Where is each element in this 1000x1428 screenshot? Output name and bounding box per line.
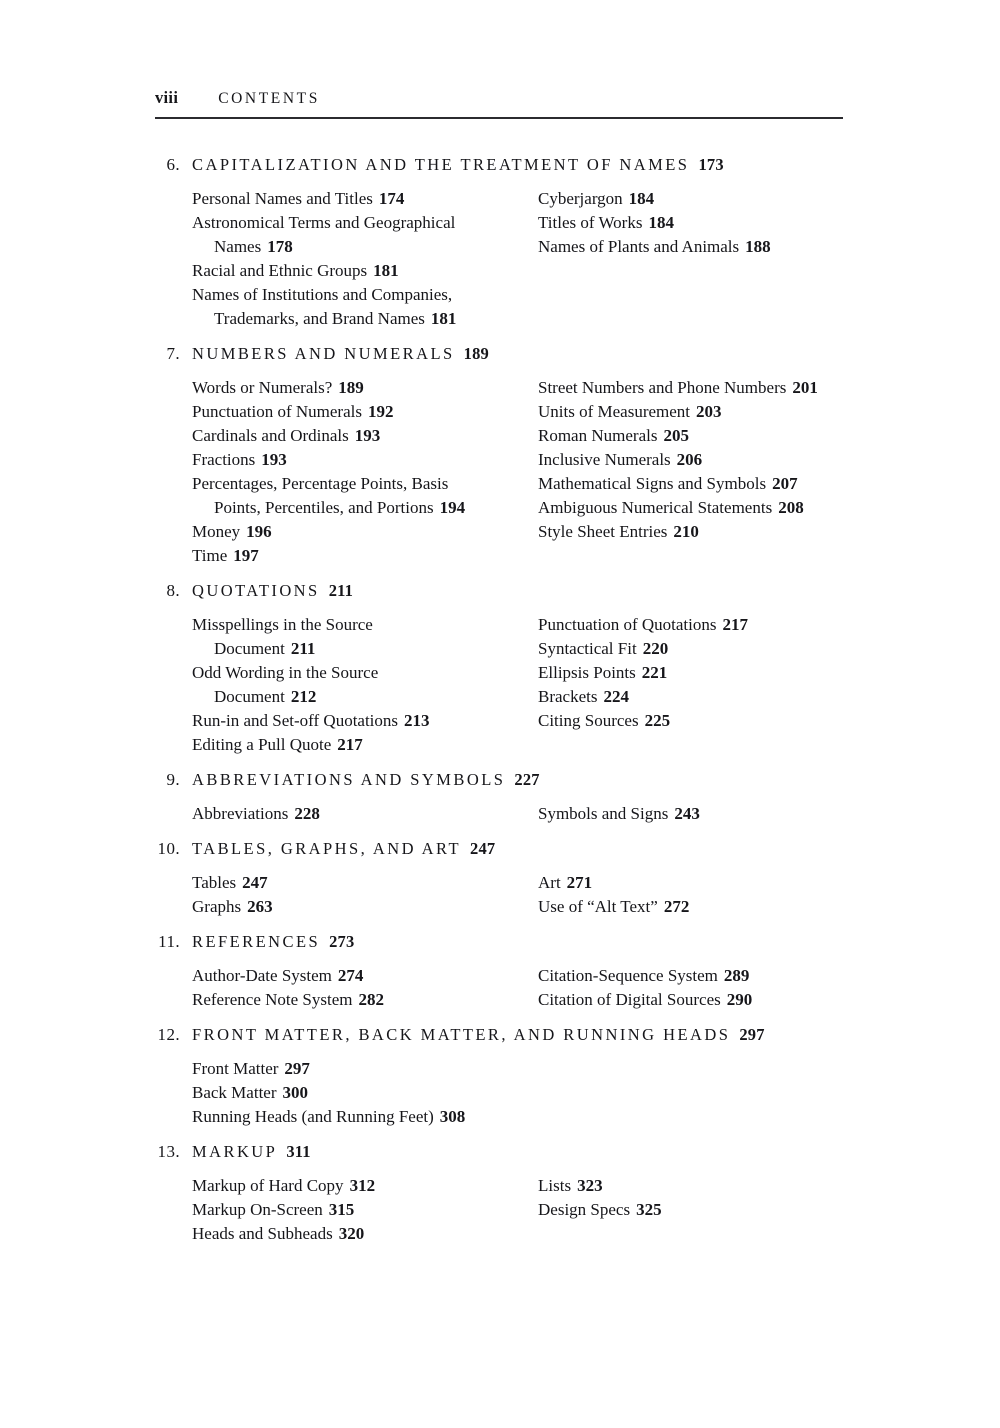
toc-entry-columns	[0, 1174, 1000, 1246]
toc-chapter-title	[192, 1142, 311, 1161]
toc-entry-page-number: 207	[772, 474, 798, 493]
toc-chapter	[0, 839, 1000, 919]
toc-entry-label: Markup of Hard Copy	[192, 1176, 344, 1195]
toc-entry-page-number: 213	[404, 711, 430, 730]
toc-column-right	[538, 613, 858, 733]
toc-entry-columns	[0, 964, 1000, 1012]
toc-entry-label: Astronomical Terms and Geographical	[192, 213, 456, 232]
toc-column-left	[192, 871, 532, 919]
toc-chapter-number: 10.	[157, 839, 180, 858]
toc-entry[interactable]	[538, 709, 858, 733]
toc-entry-label: Tables	[192, 873, 237, 892]
toc-column-right	[538, 376, 858, 544]
toc-chapter-title-text: CAPITALIZATION AND THE TREATMENT OF NAMES	[192, 155, 690, 174]
toc-entry[interactable]	[192, 424, 532, 448]
toc-entry[interactable]	[192, 259, 532, 283]
toc-entry[interactable]	[192, 544, 532, 568]
toc-entry[interactable]	[538, 400, 858, 424]
toc-entry[interactable]	[538, 685, 858, 709]
toc-entry-page-number: 220	[642, 639, 669, 658]
toc-entry-page-number: 205	[663, 426, 689, 445]
toc-entry-page-number: 300	[282, 1083, 308, 1102]
toc-entry[interactable]	[192, 709, 532, 733]
toc-chapter	[0, 155, 1000, 331]
toc-entry-page-number: 320	[338, 1224, 365, 1243]
toc-chapter-heading[interactable]	[0, 155, 1000, 185]
toc-entry[interactable]	[192, 448, 532, 472]
toc-entry-label: Racial and Ethnic Groups	[192, 261, 368, 280]
toc-entry-page-number: 206	[676, 450, 703, 469]
toc-chapter-heading[interactable]	[0, 770, 1000, 800]
toc-chapter-number: 11.	[158, 932, 180, 951]
toc-entry-page-number: 282	[358, 990, 384, 1009]
toc-entry-page-number: 325	[636, 1200, 662, 1219]
toc-chapter-title-text: TABLES, GRAPHS, AND ART	[192, 839, 462, 858]
toc-chapter-number: 8.	[166, 581, 180, 600]
toc-entry-page-number: 197	[233, 546, 259, 565]
toc-entry-continuation-label: Document	[214, 687, 285, 706]
toc-entry-page-number: 243	[674, 804, 700, 823]
toc-column-left	[192, 802, 532, 826]
toc-entry-page-number: 271	[566, 873, 593, 892]
toc-entry[interactable]	[538, 802, 858, 826]
toc-entry-columns	[0, 376, 1000, 568]
toc-entry-columns	[0, 802, 1000, 826]
toc-entry-page-number: 201	[792, 378, 818, 397]
toc-entry-continuation-label: Points, Percentiles, and Portions	[214, 498, 434, 517]
toc-entry[interactable]	[538, 448, 858, 472]
toc-entry[interactable]	[192, 1174, 532, 1198]
toc-entry-label: Misspellings in the Source	[192, 615, 373, 634]
toc-chapter-page-number: 173	[698, 155, 724, 174]
toc-entry-page-number: 290	[726, 990, 753, 1009]
toc-entry-page-number: 323	[577, 1176, 603, 1195]
toc-entry-page-number: 193	[261, 450, 287, 469]
toc-entry-continuation-label: Document	[214, 639, 285, 658]
toc-entry-label: Running Heads (and Running Feet)	[192, 1107, 434, 1126]
toc-entry-label: Time	[192, 546, 228, 565]
toc-chapter	[0, 770, 1000, 826]
toc-entry-page-number: 272	[663, 897, 690, 916]
toc-column-right	[538, 802, 858, 826]
toc-column-left	[192, 964, 532, 1012]
toc-entry-label: Personal Names and Titles	[192, 189, 373, 208]
toc-entry-continuation-label: Names	[214, 237, 262, 256]
toc-chapter-heading[interactable]	[0, 1142, 1000, 1172]
toc-chapter-title	[192, 932, 354, 951]
toc-entry-label: Front Matter	[192, 1059, 279, 1078]
toc-entry[interactable]	[538, 895, 858, 919]
toc-chapter-title	[192, 770, 540, 789]
toc-entry[interactable]	[538, 424, 858, 448]
toc-entry-page-number: 178	[267, 237, 293, 256]
toc-column-left	[192, 1174, 532, 1246]
toc-entry-label: Roman Numerals	[538, 426, 658, 445]
toc-entry[interactable]	[538, 187, 858, 211]
toc-chapter-title	[192, 839, 495, 858]
toc-entry-page-number: 203	[696, 402, 722, 421]
toc-entry-label: Punctuation of Quotations	[538, 615, 717, 634]
toc-entry-label: Symbols and Signs	[538, 804, 669, 823]
toc-entry-label: Abbreviations	[192, 804, 289, 823]
toc-entry-label: Art	[538, 873, 561, 892]
toc-column-right	[538, 187, 858, 259]
running-head-title: CONTENTS	[218, 90, 320, 107]
toc-entry[interactable]	[192, 871, 532, 895]
toc-chapter-number: 6.	[166, 155, 180, 174]
toc-entry-label: Style Sheet Entries	[538, 522, 668, 541]
toc-column-right	[538, 964, 858, 1012]
toc-column-left	[192, 613, 532, 757]
toc-column-right	[538, 871, 858, 919]
toc-entry-label: Back Matter	[192, 1083, 277, 1102]
toc-chapter-number: 9.	[166, 770, 180, 789]
toc-entry[interactable]	[538, 637, 858, 661]
toc-entry[interactable]	[192, 613, 532, 661]
toc-entry-continuation	[192, 685, 532, 709]
toc-entry[interactable]	[538, 613, 858, 637]
toc-chapter	[0, 1142, 1000, 1246]
toc-entry[interactable]	[192, 1081, 532, 1105]
toc-column-left	[192, 187, 532, 331]
toc-chapter-number: 13.	[157, 1142, 180, 1161]
toc-entry-page-number: 228	[294, 804, 320, 823]
toc-entry[interactable]	[192, 1105, 532, 1129]
toc-chapter-number: 12.	[157, 1025, 180, 1044]
toc-entry-page-number: 181	[430, 309, 457, 328]
toc-entry-columns	[0, 613, 1000, 757]
toc-entry[interactable]	[538, 661, 858, 685]
toc-entry-label: Run-in and Set-off Quotations	[192, 711, 399, 730]
toc-entry[interactable]	[538, 472, 858, 496]
toc-entry-label: Author-Date System	[192, 966, 332, 985]
toc-chapter-page-number: 227	[514, 770, 540, 789]
toc-entry-page-number: 194	[439, 498, 466, 517]
toc-entry-label: Citation of Digital Sources	[538, 990, 721, 1009]
toc-chapter-page-number: 297	[739, 1025, 765, 1044]
toc-chapter-heading[interactable]	[0, 839, 1000, 869]
toc-entry-label: Markup On-Screen	[192, 1200, 323, 1219]
toc-entry-page-number: 188	[745, 237, 771, 256]
toc-column-right	[538, 1174, 858, 1222]
toc-entry[interactable]	[192, 988, 532, 1012]
toc-entry[interactable]	[538, 376, 858, 400]
toc-chapter-page-number: 211	[328, 581, 354, 600]
toc-entry-label: Odd Wording in the Source	[192, 663, 379, 682]
toc-column-left	[192, 376, 532, 568]
toc-entry-continuation-label: Trademarks, and Brand Names	[214, 309, 425, 328]
toc-entry-continuation	[192, 496, 532, 520]
toc-entry[interactable]	[538, 1198, 858, 1222]
toc-entry[interactable]	[192, 1222, 532, 1246]
toc-entry[interactable]	[192, 283, 532, 331]
toc-entry-label: Citing Sources	[538, 711, 639, 730]
toc-entry-label: Units of Measurement	[538, 402, 691, 421]
toc-chapter-title	[192, 344, 489, 363]
toc-entry-page-number: 217	[722, 615, 748, 634]
toc-entry[interactable]	[192, 376, 532, 400]
toc-entry-page-number: 221	[641, 663, 668, 682]
toc-chapter-heading[interactable]	[0, 1025, 1000, 1055]
toc-entry[interactable]	[192, 520, 532, 544]
toc-entry-label: Words or Numerals?	[192, 378, 333, 397]
toc-entry-label: Fractions	[192, 450, 256, 469]
toc-entry-continuation	[192, 637, 532, 661]
toc-entry-page-number: 193	[354, 426, 381, 445]
toc-entry-label: Design Specs	[538, 1200, 631, 1219]
toc-entry-page-number: 289	[723, 966, 750, 985]
toc-entry[interactable]	[538, 871, 858, 895]
toc-entry[interactable]	[538, 988, 858, 1012]
toc-entry-label: Lists	[538, 1176, 572, 1195]
running-head-rule	[155, 117, 843, 119]
toc-chapter-title-text: REFERENCES	[192, 932, 321, 951]
toc-entry[interactable]	[192, 802, 532, 826]
toc-entry-label: Names of Plants and Animals	[538, 237, 740, 256]
toc-entry[interactable]	[192, 895, 532, 919]
toc-entry[interactable]	[192, 211, 532, 259]
toc-entry-columns	[0, 187, 1000, 331]
toc-chapter	[0, 1025, 1000, 1129]
toc-chapter-title	[192, 155, 724, 174]
toc-chapter-heading[interactable]	[0, 581, 1000, 611]
toc-entry-page-number: 225	[644, 711, 671, 730]
toc-entry[interactable]	[538, 235, 858, 259]
toc-chapter-page-number: 189	[463, 344, 489, 363]
toc-entry-label: Citation-Sequence System	[538, 966, 718, 985]
toc-entry-label: Heads and Subheads	[192, 1224, 333, 1243]
toc-entry-label: Street Numbers and Phone Numbers	[538, 378, 787, 397]
toc-entry-label: Brackets	[538, 687, 598, 706]
toc-chapter	[0, 932, 1000, 1012]
toc-entry-page-number: 308	[439, 1107, 466, 1126]
toc-chapter-title-text: QUOTATIONS	[192, 581, 320, 600]
page-folio: viii	[155, 88, 179, 107]
toc-entry-page-number: 181	[373, 261, 399, 280]
toc-entry-label: Names of Institutions and Companies,	[192, 285, 453, 304]
toc-entry-label: Inclusive Numerals	[538, 450, 671, 469]
toc-entry-label: Ellipsis Points	[538, 663, 636, 682]
toc-chapter-heading[interactable]	[0, 344, 1000, 374]
toc-entry-page-number: 189	[338, 378, 364, 397]
toc-entry[interactable]	[538, 520, 858, 544]
toc-entry-page-number: 247	[242, 873, 268, 892]
toc-entry-page-number: 208	[778, 498, 804, 517]
toc-entry-page-number: 297	[284, 1059, 310, 1078]
toc-entry-page-number: 212	[290, 687, 317, 706]
toc-entry-label: Cyberjargon	[538, 189, 623, 208]
toc-entry-label: Syntactical Fit	[538, 639, 637, 658]
toc-entry-page-number: 184	[648, 213, 674, 232]
toc-column-left	[192, 1057, 532, 1129]
toc-chapter	[0, 344, 1000, 568]
toc-entry-page-number: 210	[673, 522, 699, 541]
toc-entry[interactable]	[192, 661, 532, 709]
toc-entry[interactable]	[538, 496, 858, 520]
toc-entry-page-number: 217	[337, 735, 363, 754]
toc-entry-label: Percentages, Percentage Points, Basis	[192, 474, 449, 493]
toc-entry-label: Punctuation of Numerals	[192, 402, 362, 421]
toc-entry-page-number: 196	[246, 522, 272, 541]
toc-entry-continuation	[192, 235, 532, 259]
toc-chapter-title	[192, 581, 353, 600]
toc-chapter-title-text: ABBREVIATIONS AND SYMBOLS	[192, 770, 506, 789]
toc-entry-page-number: 184	[628, 189, 655, 208]
toc-entry-label: Mathematical Signs and Symbols	[538, 474, 767, 493]
toc-entry-label: Reference Note System	[192, 990, 353, 1009]
toc-entry-page-number: 274	[337, 966, 364, 985]
toc-entry-page-number: 315	[328, 1200, 355, 1219]
toc-entry[interactable]	[192, 400, 532, 424]
toc-entry-label: Money	[192, 522, 241, 541]
toc-entry[interactable]	[538, 964, 858, 988]
toc-chapter-title	[192, 1025, 765, 1044]
running-head	[155, 88, 843, 108]
toc-entry[interactable]	[192, 733, 532, 757]
toc-chapter-number: 7.	[166, 344, 180, 363]
toc-chapter	[0, 581, 1000, 757]
toc-entry-label: Ambiguous Numerical Statements	[538, 498, 773, 517]
toc-chapter-title-text: MARKUP	[192, 1142, 278, 1161]
toc-entry[interactable]	[192, 1198, 532, 1222]
toc-entry-page-number: 224	[603, 687, 629, 706]
toc-entry[interactable]	[538, 1174, 858, 1198]
table-of-contents	[0, 155, 1000, 1259]
toc-entry-label: Cardinals and Ordinals	[192, 426, 349, 445]
toc-chapter-title-text: FRONT MATTER, BACK MATTER, AND RUNNING HEADS	[192, 1025, 731, 1044]
toc-chapter-page-number: 311	[286, 1142, 311, 1161]
toc-entry-continuation	[192, 307, 532, 331]
toc-chapter-page-number: 247	[470, 839, 496, 858]
toc-chapter-title-text: NUMBERS AND NUMERALS	[192, 344, 455, 363]
toc-entry-columns	[0, 1057, 1000, 1129]
toc-entry-label: Titles of Works	[538, 213, 643, 232]
toc-entry-label: Editing a Pull Quote	[192, 735, 332, 754]
toc-entry[interactable]	[192, 472, 532, 520]
toc-entry-page-number: 192	[367, 402, 394, 421]
toc-entry-label: Use of “Alt Text”	[538, 897, 658, 916]
toc-chapter-heading[interactable]	[0, 932, 1000, 962]
toc-entry[interactable]	[192, 187, 532, 211]
toc-entry-page-number: 174	[378, 189, 405, 208]
toc-entry-page-number: 263	[247, 897, 273, 916]
toc-entry-page-number: 211	[290, 639, 316, 658]
toc-entry-page-number: 312	[349, 1176, 376, 1195]
toc-entry[interactable]	[192, 964, 532, 988]
toc-entry-columns	[0, 871, 1000, 919]
toc-entry-label: Graphs	[192, 897, 242, 916]
toc-chapter-page-number: 273	[329, 932, 355, 951]
toc-entry[interactable]	[192, 1057, 532, 1081]
toc-entry[interactable]	[538, 211, 858, 235]
